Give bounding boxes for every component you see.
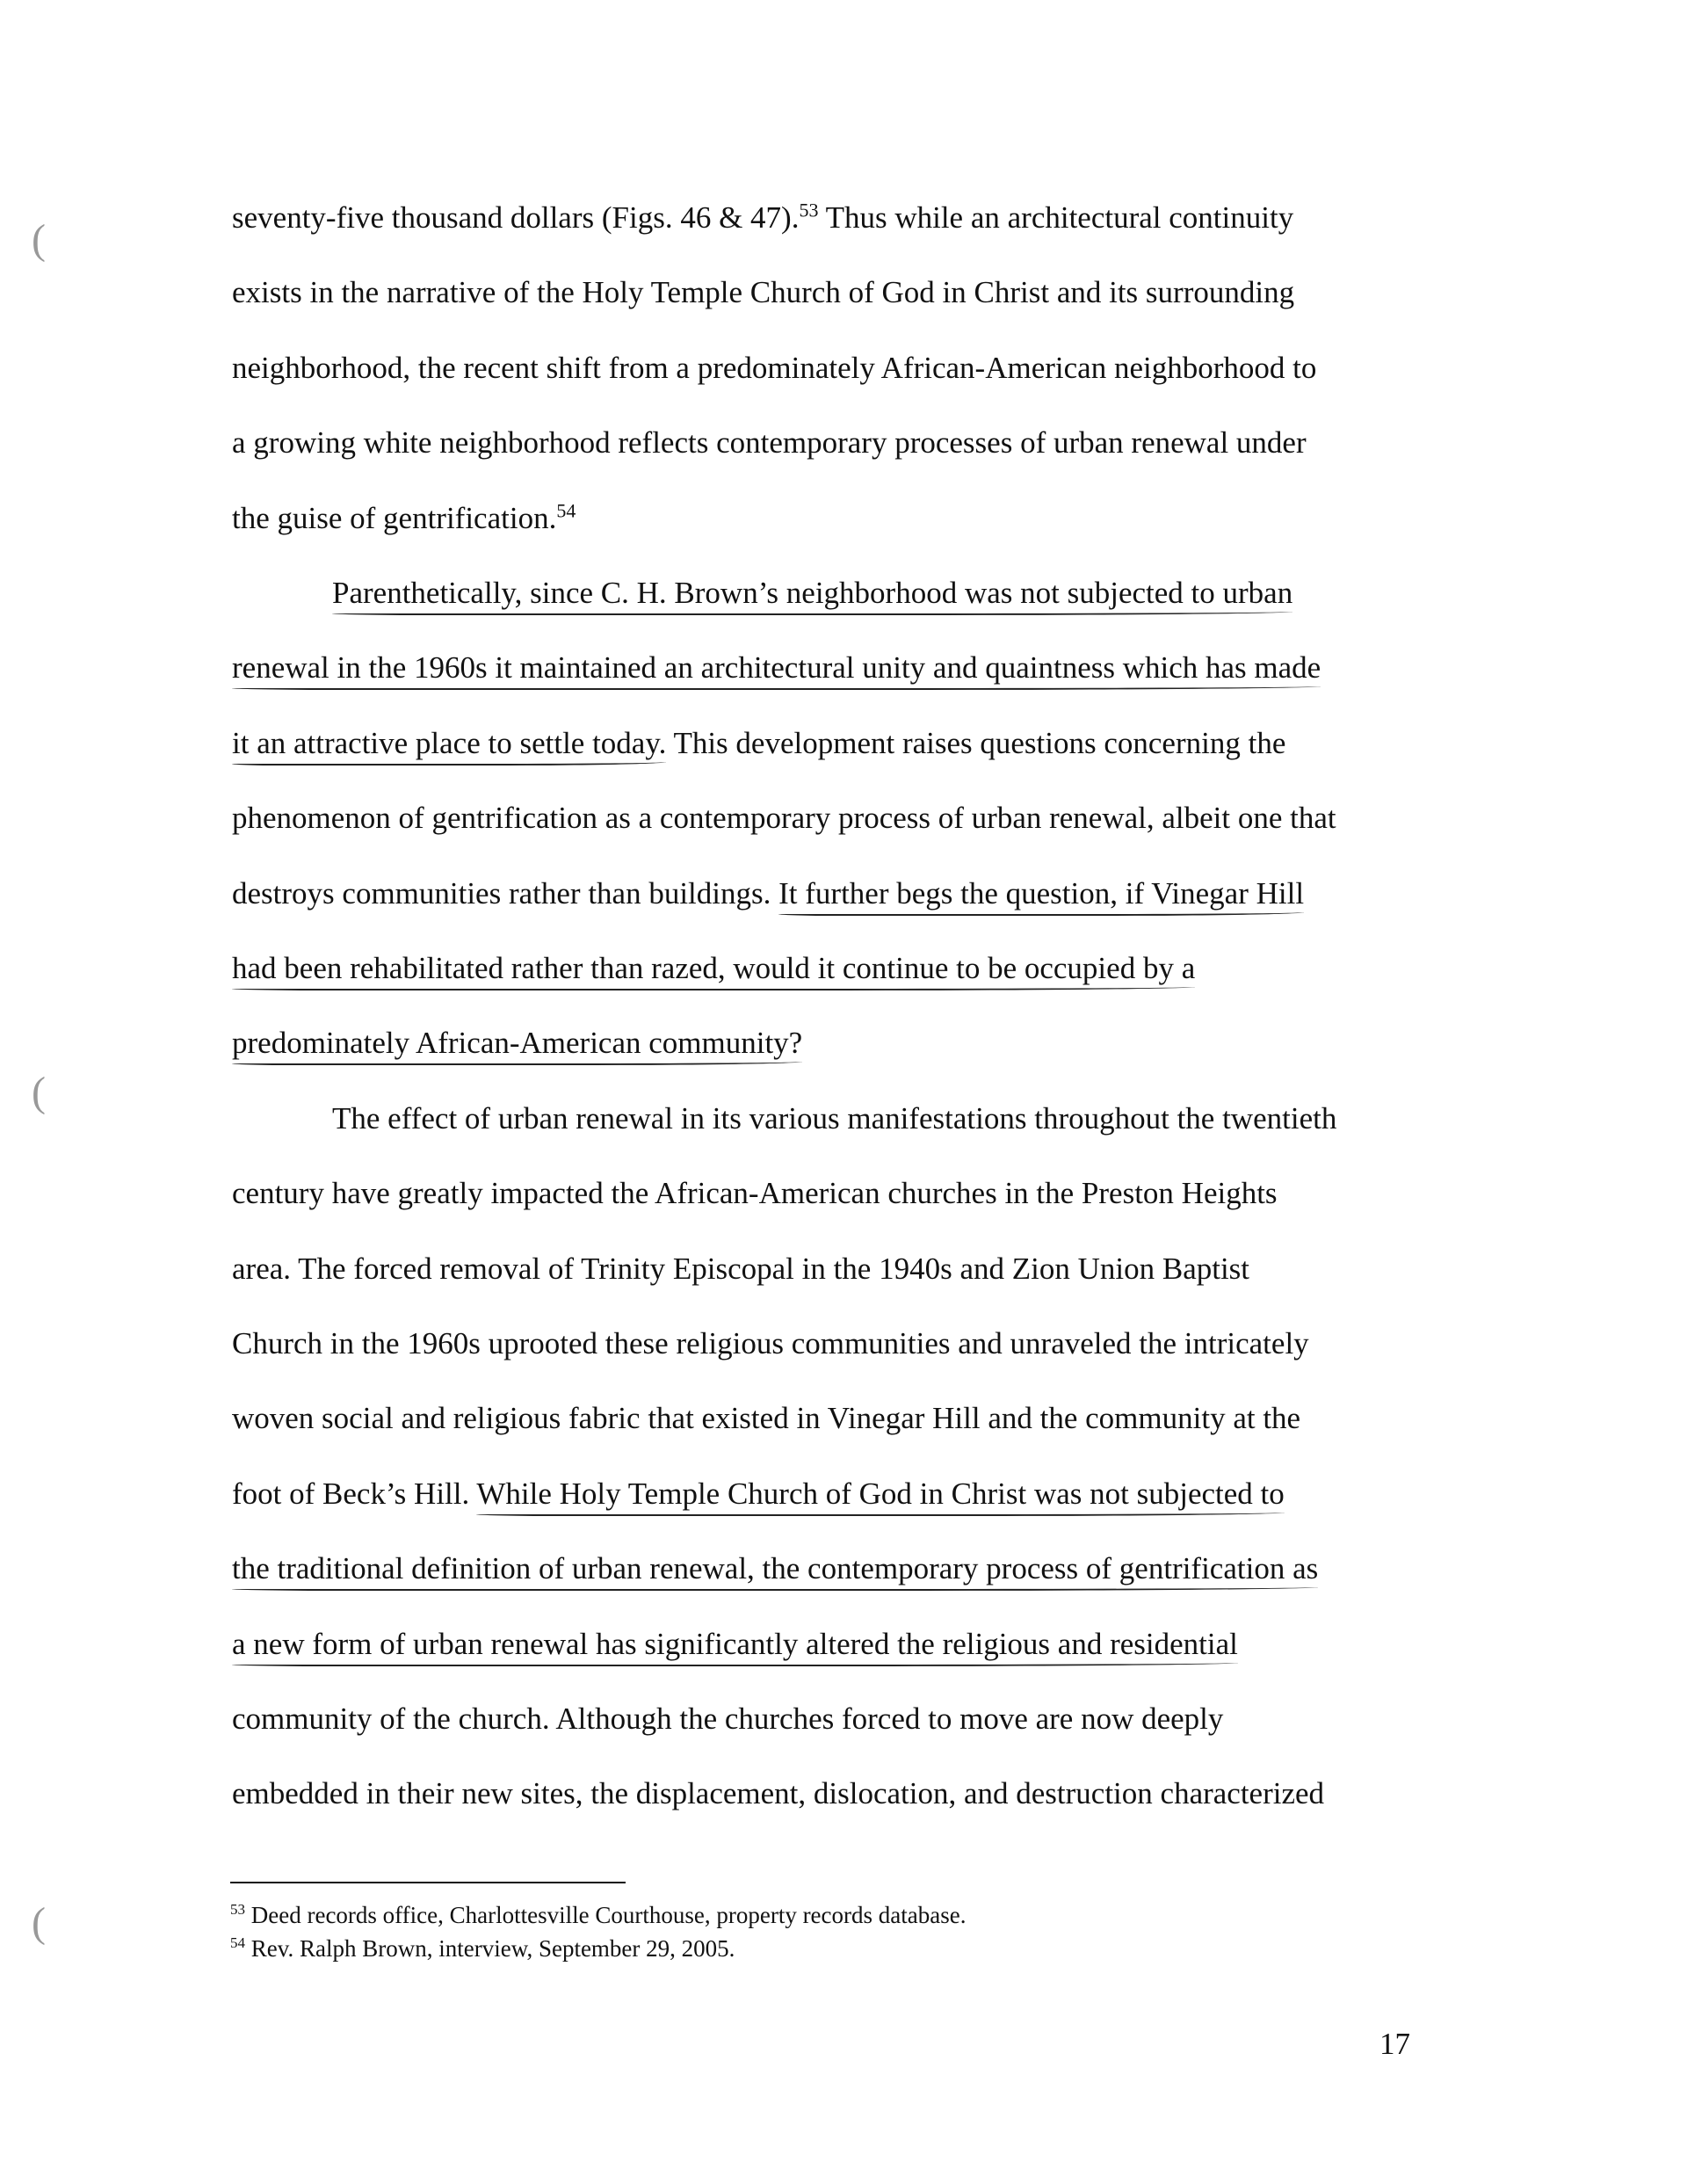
- line-text: destroys communities rather than buildings.: [232, 875, 779, 911]
- body-line: [232, 801, 1336, 836]
- underlined-text: It further begs the question, if Vinegar Hill: [778, 876, 1304, 916]
- footnote-text: Deed records office, Charlottesville Courthouse, property records database.: [245, 1902, 967, 1928]
- body-line: [232, 1701, 1223, 1737]
- body-line: [232, 1627, 1238, 1662]
- footnote-54: [230, 1935, 735, 1963]
- line-text: community of the church. Although the churches forced to move are now deeply: [232, 1701, 1224, 1736]
- line-text: century have greatly impacted the African-American churches in the Preston Heights: [232, 1176, 1278, 1211]
- underlined-text: Parenthetically, since C. H. Brown’s neighborhood was not subjected to urban: [332, 576, 1292, 615]
- margin-mark: (: [32, 216, 46, 263]
- line-text: foot of Beck’s Hill.: [232, 1476, 477, 1511]
- body-line: [232, 1776, 1324, 1811]
- footnote-divider: [230, 1882, 626, 1883]
- line-text: seventy-five thousand dollars (Figs. 46 & 47).: [232, 200, 800, 235]
- line-text: the guise of gentrification.: [232, 500, 557, 535]
- body-line: [232, 1401, 1300, 1436]
- line-text: embedded in their new sites, the displacement, dislocation, and destruction characterized: [232, 1776, 1325, 1811]
- footnote-reference: 53: [799, 199, 819, 221]
- line-text: phenomenon of gentrification as a contemporary process of urban renewal, albeit one that: [232, 801, 1336, 836]
- line-text: Church in the 1960s uprooted these religious communities and unraveled the intricately: [232, 1326, 1309, 1360]
- body-line: [232, 425, 1307, 461]
- line-text: Thus while an architectural continuity: [818, 200, 1294, 235]
- body-line: [332, 576, 1292, 611]
- underlined-text: had been rehabilitated rather than razed, would it continue to be occupied by a: [232, 951, 1195, 990]
- body-line: [232, 498, 576, 536]
- body-line: [232, 1477, 1285, 1512]
- body-line: [232, 1026, 802, 1061]
- body-line: [232, 726, 1285, 761]
- underlined-text: the traditional definition of urban renewal, the contemporary process of gentrification as: [232, 1551, 1318, 1591]
- body-line: [232, 876, 1304, 911]
- body-line: [232, 1326, 1309, 1361]
- body-line: [232, 1176, 1278, 1211]
- line-text: neighborhood, the recent shift from a predominately African-American neighborhood to: [232, 350, 1317, 385]
- footnote-number: 54: [230, 1934, 245, 1951]
- underlined-text: renewal in the 1960s it maintained an architectural unity and quaintness which has made: [232, 650, 1321, 690]
- body-line: [332, 1101, 1336, 1136]
- line-text: a growing white neighborhood reflects contemporary processes of urban renewal under: [232, 425, 1307, 461]
- margin-mark: (: [32, 1899, 46, 1946]
- body-line: [232, 351, 1316, 386]
- body-line: [232, 1252, 1249, 1287]
- margin-mark: (: [32, 1069, 46, 1115]
- line-text: area. The forced removal of Trinity Episcopal in the 1940s and Zion Union Baptist: [232, 1251, 1250, 1286]
- page-number: 17: [1379, 2027, 1410, 2061]
- footnote-text: Rev. Ralph Brown, interview, September 29, 2005.: [245, 1935, 735, 1962]
- body-line: [232, 951, 1195, 986]
- underlined-text: a new form of urban renewal has significantly altered the religious and residential: [232, 1627, 1238, 1666]
- body-line: [232, 275, 1294, 310]
- body-line: [232, 1551, 1318, 1586]
- underlined-text: predominately African-American community?: [232, 1026, 802, 1065]
- footnote-reference: 54: [556, 498, 576, 521]
- underlined-text: it an attractive place to settle today.: [232, 726, 666, 765]
- line-text: The effect of urban renewal in its various manifestations throughout the twentieth: [332, 1100, 1337, 1136]
- footnote-53: [230, 1902, 966, 1929]
- underlined-text: While Holy Temple Church of God in Christ was not subjected to: [476, 1477, 1284, 1516]
- line-text: exists in the narrative of the Holy Temple Church of God in Christ and its surrounding: [232, 275, 1295, 310]
- body-line: [232, 200, 1293, 236]
- line-text: woven social and religious fabric that existed in Vinegar Hill and the community at the: [232, 1401, 1301, 1436]
- footnote-number: 53: [230, 1901, 245, 1918]
- line-text: This development raises questions concerning the: [666, 725, 1286, 760]
- body-line: [232, 650, 1321, 686]
